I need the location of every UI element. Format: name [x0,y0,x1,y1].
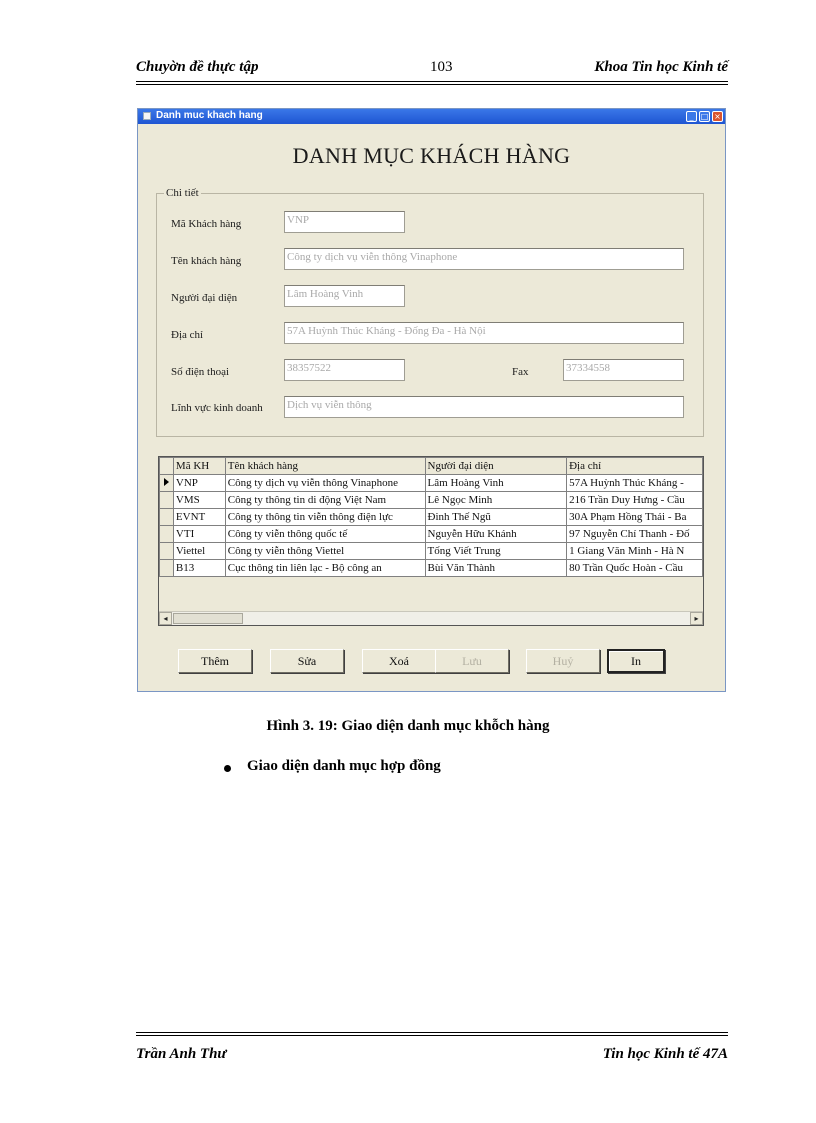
minimize-icon[interactable]: _ [686,111,697,122]
cell-ma-kh[interactable]: Viettel [173,543,225,560]
horizontal-scrollbar[interactable] [159,611,703,625]
column-header-nguoi-dai-dien[interactable]: Người đại diện [425,458,567,475]
cell-nguoi-dai-dien[interactable]: Bùi Văn Thành [425,560,567,577]
fax-label: Fax [512,366,529,378]
address-field[interactable]: 57A Huỳnh Thúc Kháng - Đống Đa - Hà Nội [284,322,684,344]
row-selector[interactable] [160,492,174,509]
figure-caption: Hình 3. 19: Giao diện danh mục khỗch hàng [266,718,550,734]
header-rule-2 [136,84,728,85]
cell-ten-kh[interactable]: Công ty viễn thông Viettel [225,543,425,560]
cell-dia-chi[interactable]: 1 Giang Văn Minh - Hà N [567,543,703,560]
cell-ten-kh[interactable]: Công ty viễn thông quốc tế [225,526,425,543]
table-row[interactable] [160,475,703,492]
business-field-label: Lĩnh vực kinh doanh [171,402,263,414]
customer-id-label: Mã Khách hàng [171,218,242,230]
cell-nguoi-dai-dien[interactable]: Lê Ngọc Minh [425,492,567,509]
header-rule [136,81,728,82]
scroll-left-icon[interactable]: ◂ [159,612,172,625]
bullet-icon [224,765,231,772]
edit-button[interactable]: Sửa [270,649,344,673]
customer-grid[interactable] [158,456,704,626]
column-header-ten-kh[interactable]: Tên khách hàng [225,458,425,475]
cancel-button[interactable]: Huỷ [526,649,600,673]
header-right-text: Khoa Tin học Kinh tế [594,59,728,75]
cell-nguoi-dai-dien[interactable]: Đinh Thế Ngũ [425,509,567,526]
header-left-text: Chuyờn đề thực tập [136,59,259,75]
footer-left-text: Trần Anh Thư [136,1046,227,1062]
table-row[interactable] [160,509,703,526]
cell-dia-chi[interactable]: 97 Nguyễn Chí Thanh - Đố [567,526,703,543]
column-header-dia-chi[interactable]: Địa chỉ [567,458,703,475]
close-icon[interactable]: × [712,111,723,122]
footer-right-text: Tin học Kinh tế 47A [602,1046,728,1062]
customer-name-label: Tên khách hàng [171,255,242,267]
row-selector[interactable] [160,509,174,526]
table-row[interactable] [160,526,703,543]
window-title: Danh muc khach hang [156,110,263,121]
customer-id-field[interactable]: VNP [284,211,405,233]
print-button[interactable]: In [607,649,665,673]
row-selector-header [160,458,174,475]
cell-dia-chi[interactable]: 30A Phạm Hồng Thái - Ba [567,509,703,526]
cell-ten-kh[interactable]: Công ty thông tin di động Việt Nam [225,492,425,509]
current-row-arrow-icon [164,478,169,486]
cell-ten-kh[interactable]: Cục thông tin liên lạc - Bộ công an [225,560,425,577]
cell-ma-kh[interactable]: VMS [173,492,225,509]
footer-rule [136,1032,728,1033]
header-page-number: 103 [430,59,453,75]
row-selector[interactable] [160,543,174,560]
cell-ma-kh[interactable]: VNP [173,475,225,492]
cell-ten-kh[interactable]: Công ty dịch vụ viễn thông Vinaphone [225,475,425,492]
row-selector[interactable] [160,526,174,543]
phone-label: Số điện thoại [171,366,230,378]
details-group-label: Chi tiết [166,187,199,199]
address-label: Địa chỉ [171,329,204,341]
cell-dia-chi[interactable]: 57A Huỳnh Thúc Kháng - [567,475,703,492]
cell-nguoi-dai-dien[interactable]: Tống Viết Trung [425,543,567,560]
row-selector[interactable] [160,560,174,577]
table-header-row [160,458,703,475]
cell-nguoi-dai-dien[interactable]: Lâm Hoàng Vinh [425,475,567,492]
fax-field[interactable]: 37334558 [563,359,684,381]
row-selector[interactable] [160,475,174,492]
cell-ma-kh[interactable]: B13 [173,560,225,577]
scrollbar-thumb[interactable] [173,613,243,624]
cell-ma-kh[interactable]: EVNT [173,509,225,526]
app-icon [143,112,151,120]
scroll-right-icon[interactable]: ▸ [690,612,703,625]
cell-ma-kh[interactable]: VTI [173,526,225,543]
representative-label: Người đại diện [171,292,238,304]
table-row[interactable] [160,492,703,509]
business-field-field[interactable]: Dịch vụ viễn thông [284,396,684,418]
table-row[interactable] [160,560,703,577]
cell-dia-chi[interactable]: 80 Trần Quốc Hoàn - Cầu [567,560,703,577]
save-button[interactable]: Lưu [435,649,509,673]
customer-catalog-window [137,108,726,692]
representative-field[interactable]: Lâm Hoàng Vinh [284,285,405,307]
cell-nguoi-dai-dien[interactable]: Nguyễn Hữu Khánh [425,526,567,543]
cell-ten-kh[interactable]: Công ty thông tin viễn thông điện lực [225,509,425,526]
table-row[interactable] [160,543,703,560]
bullet-item-text: Giao diện danh mục hợp đồng [247,758,441,774]
maximize-icon[interactable]: □ [700,112,709,121]
form-title: DANH MỤC KHÁCH HÀNG [292,143,571,168]
delete-button[interactable]: Xoá [362,649,436,673]
phone-field[interactable]: 38357522 [284,359,405,381]
window-titlebar[interactable] [138,109,725,124]
cell-dia-chi[interactable]: 216 Trần Duy Hưng - Cầu [567,492,703,509]
customer-name-field[interactable]: Công ty dịch vụ viễn thông Vinaphone [284,248,684,270]
add-button[interactable]: Thêm [178,649,252,673]
column-header-ma-kh[interactable]: Mã KH [173,458,225,475]
customer-table [159,457,703,577]
footer-rule-2 [136,1035,728,1036]
